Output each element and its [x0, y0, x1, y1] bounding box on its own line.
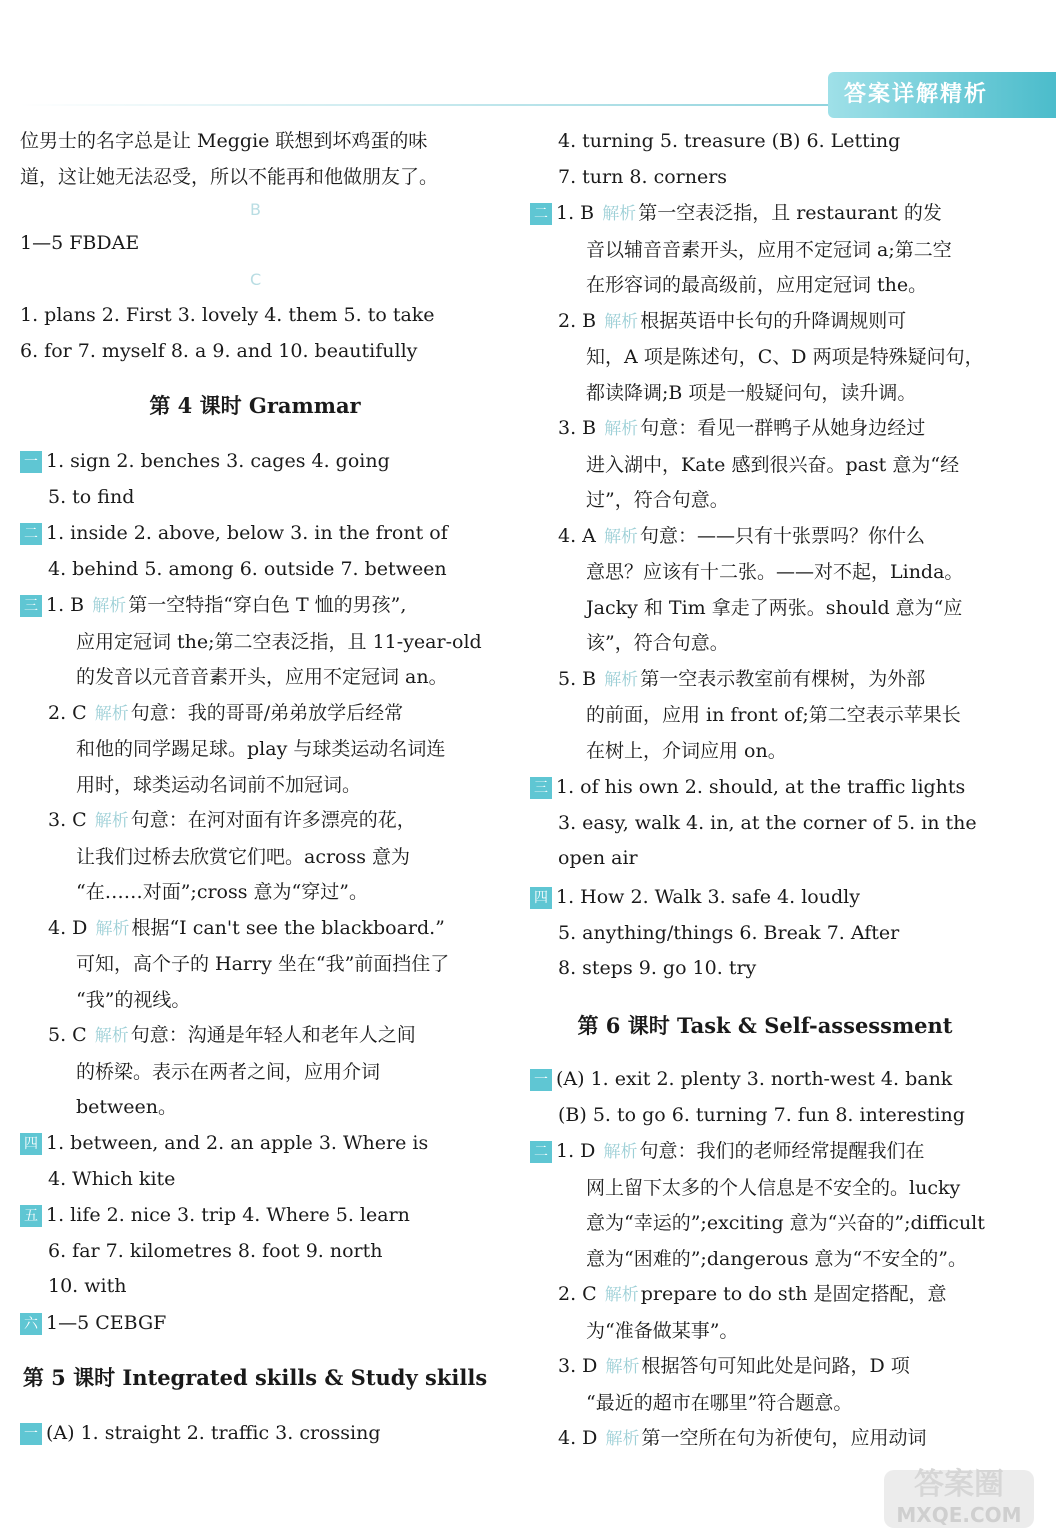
analysis-tag: 解析 [604, 419, 639, 439]
exercise-number-badge: 二 [20, 523, 42, 545]
analysis-tag: 解析 [604, 311, 639, 332]
exercise-number-badge: 三 [530, 777, 552, 799]
analysis-tag: 解析 [602, 204, 637, 224]
analysis-tag: 解析 [94, 1026, 129, 1046]
lesson6-exercise-2: 二 1. D 解析 句意：我们的老师经常提醒我们在 网上留下太多的个人信息是不安全的。lucky 意为“幸运的”;exciting 意为“兴奋的”;difficult 意为“困难的”;dangerous 意为“不安全的”。 2. C 解析 prepare to do sth 是固定搭配，意 为“准备做某事”。 3. D 解析 根据答句可知此处是问路，D 项 “最近的超市在哪里”符合题意。 4. D 解析 第一空所在句为祈使句，应用动词 [530, 1134, 1000, 1458]
exercise-5: 五 1. life 2. nice 3. trip 4. Where 5. learn 6. far 7. kilometres 8. foot 9. north 10. with [20, 1198, 490, 1305]
analysis-tag: 解析 [604, 1285, 639, 1305]
exercise-number-badge: 一 [530, 1069, 552, 1091]
exercise-number-badge: 一 [20, 1423, 42, 1445]
answers-b: 1—5 FBDAE [20, 232, 140, 254]
exercise-number-badge: 六 [20, 1313, 42, 1335]
exercise-number-badge: 三 [20, 595, 42, 617]
exercise-4: 四 1. between, and 2. an apple 3. Where is 4. Which kite [20, 1126, 490, 1197]
lesson5-exercise-4: 四 1. How 2. Walk 3. safe 4. loudly 5. anything/things 6. Break 7. After 8. steps 9. go 10. try [530, 880, 1000, 987]
section-title-lesson4: 第 4 课时 Grammar [149, 393, 361, 418]
watermark-logo: 答案圈 MXQE.COM [884, 1470, 1034, 1528]
lesson5-exercise-3: 三 1. of his own 2. should, at the traffic lights 3. easy, walk 4. in, at the corner of 5. in the open air [530, 770, 1000, 877]
header-rule [20, 104, 840, 106]
analysis-tag: 解析 [95, 918, 130, 939]
answer-banner: 答案详解精析 [828, 72, 1056, 118]
analysis-tag: 解析 [604, 669, 639, 690]
exercise-number-badge: 二 [530, 203, 552, 225]
intro-text: 位男士的名字总是让 Meggie 联想到坏鸡蛋的味 道，这让她无法忍受，所以不能再和他做朋友了。 [20, 130, 439, 188]
exercise-6: 六 1—5 CEBGF [20, 1306, 490, 1342]
section-title-lesson5: 第 5 课时 Integrated skills & Study skills [22, 1365, 488, 1390]
analysis-tag: 解析 [605, 1357, 640, 1377]
exercise-2: 二 1. inside 2. above, below 3. in the front of 4. behind 5. among 6. outside 7. between [20, 516, 490, 587]
lesson5-exercise-2: 二 1. B 解析 第一空表泛指，且 restaurant 的发 音以辅音音素开头，应用不定冠词 a;第二空 在形容词的最高级前，应用定冠词 the。 2. B 解析 根据英语中长句的升降调规则可 知，A 项是陈述句，C、D 两项是特殊疑问句， 都读降调;B 项是一般疑问句，读升调。 3. B 解析 句意：看见一群鸭子从她身边经过 进入湖中，Kate 感到很兴奋。past 意为“经 过”，符合句意。 4. A 解析 句意：——只有十张票吗？你什么 意思？应该有十二张。——对不起，Linda。 Jacky 和 Tim 拿走了两张。should 意为“应 该”，符合句意。 5. B 解析 第一空表示教室前有棵树，为外部 的前面，应用 in front of;第二空表示苹果长 在树上，介词应用 on。 [530, 196, 1000, 769]
analysis-tag: 解析 [92, 596, 127, 616]
answers-c: 1. plans 2. First 3. lovely 4. them 5. to take 6. for 7. myself 8. a 9. and 10. beautifully [20, 304, 435, 362]
exercise-number-badge: 五 [20, 1205, 42, 1227]
analysis-tag: 解析 [603, 1142, 638, 1162]
section-title-lesson6: 第 6 课时 Task & Self-assessment [577, 1013, 953, 1038]
lesson6-exercise-1: 一 (A) 1. exit 2. plenty 3. north-west 4. bank (B) 5. to go 6. turning 7. fun 8. interesting [530, 1062, 1000, 1133]
analysis-tag: 解析 [603, 526, 638, 547]
exercise-number-badge: 四 [20, 1133, 42, 1155]
marker-b: B [250, 200, 261, 219]
exercise-number-badge: 四 [530, 887, 552, 909]
marker-c: C [250, 270, 262, 289]
exercise-number-badge: 一 [20, 451, 42, 473]
exercise-1: 一 1. sign 2. benches 3. cages 4. going 5. to find [20, 444, 490, 515]
lesson5-exercise-1-cont: 4. turning 5. treasure (B) 6. Letting 7. turn 8. corners [558, 130, 901, 188]
analysis-tag: 解析 [94, 811, 129, 831]
lesson5-exercise-1: 一 (A) 1. straight 2. traffic 3. crossing [20, 1416, 490, 1452]
analysis-tag: 解析 [94, 703, 129, 724]
exercise-number-badge: 二 [530, 1141, 552, 1163]
exercise-3: 三 1. B 解析 第一空特指“穿白色 T 恤的男孩”, 应用定冠词 the;第二空表泛指，且 11-year-old 的发音以元音音素开头，应用不定冠词 an。 2. C 解析 句意：我的哥哥/弟弟放学后经常 和他的同学踢足球。play 与球类运动名词连 用时，球类运动名词前不加冠词。 3. C 解析 句意：在河对面有许多漂亮的花， 让我们过桥去欣赏它们吧。across 意为 “在……对面”;cross 意为“穿过”。 4. D 解析 根据“I can't see the blackboard.” 可知，高个子的 Harry 坐在“我”前面挡住了 “我”的视线。 5. C 解析 句意：沟通是年轻人和老年人之间 的桥梁。表示在两者之间，应用介词 between。 [20, 588, 490, 1126]
analysis-tag: 解析 [605, 1429, 640, 1449]
